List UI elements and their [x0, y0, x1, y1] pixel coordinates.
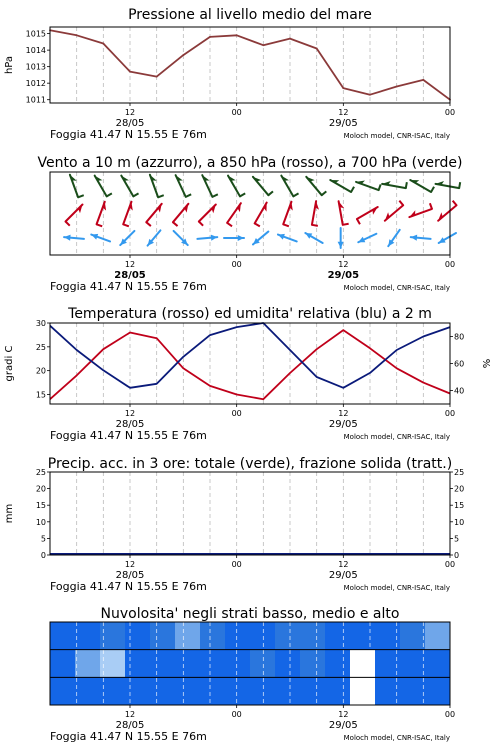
wind-barb	[430, 203, 432, 209]
pressure-point	[156, 76, 158, 78]
cloud-cell	[350, 622, 376, 650]
wind-shaft	[356, 182, 379, 190]
wind-marker	[70, 175, 84, 198]
temp-y-tick-label: 25	[35, 342, 46, 352]
pressure-point	[182, 54, 184, 56]
pressure-x-day-label: 28/05	[115, 118, 145, 129]
cloud-x-tick-label: 12	[338, 710, 349, 719]
pressure-plot-frame	[50, 27, 450, 103]
cloud-cell	[300, 650, 326, 678]
pressure-location: Foggia 41.47 N 15.55 E 76m	[50, 128, 207, 141]
wind-marker	[173, 204, 188, 226]
wind-marker	[409, 203, 432, 217]
wind-marker	[227, 203, 241, 226]
cloud-cell	[175, 677, 201, 705]
wind-marker	[148, 230, 161, 245]
cloud-cell	[125, 650, 151, 678]
pressure-y-tick-label: 1015	[25, 29, 46, 39]
cloud-cell	[225, 650, 251, 678]
wind-marker	[146, 204, 161, 226]
cloud-cell	[325, 650, 351, 678]
temp-y-tick-label: 15	[35, 390, 46, 400]
cloud-cell	[275, 677, 301, 705]
wind-barb	[268, 191, 273, 195]
pressure-panel	[4, 7, 455, 141]
temp-location: Foggia 41.47 N 15.55 E 76m	[50, 429, 207, 442]
cloud-cell	[175, 622, 201, 650]
temp-y-tick-label: 30	[35, 319, 46, 328]
wind-barb	[312, 225, 318, 226]
wind-barb	[199, 221, 203, 225]
cloud-cell	[225, 622, 251, 650]
wind-marker	[356, 181, 381, 191]
wind-barb	[107, 193, 112, 196]
wind-marker	[197, 235, 217, 241]
wind-marker	[385, 201, 403, 221]
cloud-panel	[50, 606, 455, 743]
wind-title: Vento a 10 m (azzurro), a 850 hPa (rosso), a 700 hPa (verde)	[37, 155, 463, 171]
cloud-cell	[100, 650, 126, 678]
temp-x-day-label: 28/05	[115, 419, 145, 430]
wind-shaft	[97, 202, 105, 225]
cloud-cell	[325, 622, 351, 650]
pressure-point	[102, 43, 104, 45]
wind-credit: Moloch model, CNR-ISAC, Italy	[343, 284, 450, 292]
cloud-cell	[200, 677, 226, 705]
wind-shaft	[330, 180, 351, 192]
wind-panel	[37, 155, 462, 293]
wind-barb	[453, 201, 457, 206]
pressure-credit: Moloch model, CNR-ISAC, Italy	[343, 132, 450, 140]
temp-x-tick-label: 12	[124, 409, 136, 418]
temp-x-tick-label: 12	[338, 409, 349, 418]
precip-x-tick-label: 12	[338, 560, 349, 569]
wind-barb	[173, 222, 178, 226]
cloud-cell	[50, 677, 76, 705]
wind-barb	[255, 223, 260, 226]
wind-x-tick-label: 00	[231, 260, 242, 269]
wind-marker	[278, 234, 297, 242]
cloud-cell	[200, 650, 226, 678]
wind-marker	[66, 205, 83, 226]
precip-y-tick-label-right: 0	[454, 551, 460, 560]
precip-y-tick-label-right: 20	[454, 484, 465, 494]
cloud-cell	[325, 677, 351, 705]
precip-x-tick-label: 00	[231, 560, 242, 569]
cloud-x-day-label: 28/05	[115, 720, 145, 731]
precip-title: Precip. acc. in 3 ore: totale (verde), frazione solida (tratt.)	[47, 456, 453, 472]
wind-shaft	[253, 177, 268, 195]
wind-barb	[431, 187, 434, 192]
wind-marker	[202, 175, 218, 197]
cloud-cell	[100, 622, 126, 650]
cloud-cell	[200, 622, 226, 650]
pressure-ylabel: hPa	[4, 55, 15, 75]
precip-location: Foggia 41.47 N 15.55 E 76m	[50, 580, 207, 593]
temp-panel	[4, 306, 493, 442]
wind-marker	[176, 175, 192, 197]
precip-y-tick-label: 20	[35, 484, 46, 494]
wind-location: Foggia 41.47 N 15.55 E 76m	[50, 280, 207, 293]
wind-barb	[78, 195, 84, 197]
cloud-cell	[425, 677, 451, 705]
temp-y-tick-label: 20	[35, 366, 46, 376]
pressure-x-day-label: 29/05	[328, 118, 358, 129]
cloud-cell	[275, 622, 301, 650]
wind-shaft	[95, 176, 107, 197]
precip-y-tick-label-right: 15	[454, 501, 465, 511]
wind-arrowhead	[91, 234, 98, 240]
wind-barb	[146, 222, 151, 226]
wind-marker	[150, 175, 164, 198]
wind-marker	[64, 235, 84, 241]
pressure-point	[236, 34, 238, 36]
cloud-cell	[50, 622, 76, 650]
wind-barb	[97, 224, 103, 226]
wind-barb	[158, 195, 164, 197]
temp-x-tick-label: 00	[231, 409, 242, 418]
cloud-cell	[250, 650, 276, 678]
pressure-x-tick-label: 00	[444, 108, 456, 117]
wind-marker	[436, 181, 461, 188]
wind-barb	[283, 224, 289, 226]
wind-barb	[212, 194, 217, 197]
wind-marker	[120, 231, 134, 245]
wind-marker	[91, 234, 110, 242]
cloud-cell	[300, 677, 326, 705]
pressure-point	[209, 36, 211, 38]
precip-credit: Moloch model, CNR-ISAC, Italy	[343, 584, 450, 592]
wind-shaft	[255, 203, 267, 224]
pressure-line	[50, 30, 450, 99]
wind-marker	[253, 232, 268, 245]
cloud-cell	[425, 650, 451, 678]
wind-x-day-label: 28/05	[114, 270, 146, 281]
cloud-x-day-label: 29/05	[328, 720, 358, 731]
precip-ylabel: mm	[4, 503, 15, 524]
wind-barb	[240, 193, 245, 196]
wind-marker	[411, 235, 431, 241]
cloud-cell	[350, 650, 376, 678]
pressure-x-tick-label: 12	[338, 108, 349, 117]
wind-arrowhead	[64, 235, 71, 241]
cloud-cell	[75, 650, 101, 678]
pressure-point	[316, 48, 318, 50]
wind-marker	[439, 233, 456, 243]
wind-barb	[459, 182, 460, 188]
cloud-x-tick-label: 00	[444, 710, 456, 719]
wind-marker	[357, 207, 378, 224]
wind-arrowhead	[411, 235, 418, 241]
cloud-cell	[300, 622, 326, 650]
precip-y-tick-label: 0	[40, 551, 46, 560]
wind-barb	[227, 223, 232, 226]
wind-barb	[406, 182, 407, 188]
wind-marker	[199, 205, 216, 226]
wind-barb	[357, 219, 360, 224]
precip-plot-frame	[50, 472, 450, 555]
cloud-cell	[150, 650, 176, 678]
wind-marker	[330, 180, 354, 192]
cloud-cell	[400, 650, 426, 678]
cloud-credit: Moloch model, CNR-ISAC, Italy	[343, 734, 450, 742]
temp-title: Temperatura (rosso) ed umidita' relativa (blu) a 2 m	[68, 306, 432, 322]
wind-barb	[293, 193, 298, 196]
pressure-y-tick-label: 1011	[25, 95, 46, 105]
wind-barb	[133, 193, 138, 196]
pressure-point	[396, 86, 398, 88]
wind-barb	[123, 224, 129, 226]
wind-marker	[312, 201, 319, 226]
cloud-cell	[250, 677, 276, 705]
wind-barb	[66, 221, 70, 225]
cloud-cell	[250, 622, 276, 650]
cloud-cell	[125, 677, 151, 705]
precip-y-tick-label-right: 10	[454, 517, 465, 527]
temp-series-humidity	[50, 323, 450, 388]
precip-x-day-label: 29/05	[328, 570, 358, 581]
wind-marker	[123, 202, 133, 227]
cloud-cell	[400, 677, 426, 705]
precip-x-day-label: 28/05	[115, 570, 145, 581]
temp-series-temperature	[50, 330, 450, 399]
pressure-point	[342, 87, 344, 89]
wind-barb	[351, 187, 354, 192]
cloud-location: Foggia 41.47 N 15.55 E 76m	[50, 730, 207, 743]
cloud-cell	[75, 677, 101, 705]
cloud-title: Nuvolosita' negli strati basso, medio e alto	[100, 606, 400, 622]
wind-shaft	[410, 180, 431, 192]
cloud-cell	[400, 622, 426, 650]
precip-panel	[4, 456, 464, 593]
precip-x-tick-label: 12	[124, 560, 136, 569]
pressure-y-tick-label: 1012	[25, 79, 46, 89]
precip-y-tick-label-right: 5	[454, 534, 460, 544]
wind-marker	[255, 203, 267, 227]
wind-marker	[224, 235, 244, 241]
wind-x-tick-label: 00	[444, 260, 456, 269]
wind-marker	[305, 233, 322, 243]
wind-marker	[410, 180, 434, 192]
temp-y-tick-label-right: 60	[454, 359, 465, 369]
pressure-point	[289, 38, 291, 40]
precip-y-tick-label: 10	[35, 517, 46, 527]
wind-shaft	[228, 176, 240, 197]
wind-shaft	[202, 175, 212, 197]
temp-y-tick-label-right: 80	[454, 332, 465, 342]
pressure-title: Pressione al livello medio del mare	[128, 7, 372, 23]
cloud-cell	[275, 650, 301, 678]
wind-marker	[438, 201, 456, 221]
cloud-x-tick-label: 12	[124, 710, 136, 719]
pressure-x-tick-label: 12	[124, 108, 136, 117]
wind-shaft	[146, 204, 161, 222]
wind-barb	[322, 191, 327, 195]
temp-ylabel-right: %	[482, 358, 493, 369]
cloud-cell	[150, 622, 176, 650]
cloud-cell	[425, 622, 451, 650]
cloud-x-tick-label: 00	[231, 710, 242, 719]
wind-barb	[379, 184, 381, 190]
pressure-x-tick-label: 00	[231, 108, 242, 117]
wind-marker	[358, 234, 376, 243]
cloud-cell	[175, 650, 201, 678]
temp-ylabel: gradi C	[4, 345, 15, 382]
cloud-cell	[75, 622, 101, 650]
wind-arrowhead	[211, 235, 218, 241]
wind-marker	[338, 228, 344, 248]
pressure-point	[369, 94, 371, 96]
cloud-cell	[150, 677, 176, 705]
precip-y-tick-label-right: 25	[454, 468, 465, 477]
wind-marker	[283, 202, 293, 227]
cloud-cell	[225, 677, 251, 705]
precip-x-tick-label: 00	[444, 560, 456, 569]
temp-x-tick-label: 00	[444, 409, 456, 418]
wind-arrowhead	[238, 235, 244, 241]
wind-marker	[388, 230, 399, 246]
wind-barb	[186, 194, 191, 197]
wind-barb	[399, 201, 403, 206]
precip-y-tick-label: 15	[35, 501, 46, 511]
temp-x-day-label: 29/05	[328, 419, 358, 430]
wind-barb	[343, 224, 349, 225]
pressure-point	[262, 44, 264, 46]
cloud-cell	[350, 677, 376, 705]
cloud-cell	[100, 677, 126, 705]
wind-shaft	[438, 205, 456, 220]
temp-credit: Moloch model, CNR-ISAC, Italy	[343, 433, 450, 441]
precip-y-tick-label: 25	[35, 468, 46, 477]
wind-arrowhead	[338, 242, 344, 248]
cloud-cell	[50, 650, 76, 678]
panels	[4, 7, 493, 743]
wind-x-tick-label: 12	[124, 260, 136, 269]
wind-x-tick-label: 12	[338, 260, 349, 269]
wind-marker	[382, 181, 407, 188]
pressure-point	[129, 71, 131, 73]
pressure-point	[422, 79, 424, 81]
temp-y-tick-label-right: 40	[454, 386, 465, 396]
cloud-cell	[125, 622, 151, 650]
wind-marker	[97, 202, 107, 227]
pressure-point	[76, 34, 78, 36]
wind-marker	[174, 231, 188, 245]
precip-y-tick-label: 5	[40, 534, 46, 544]
pressure-y-tick-label: 1013	[25, 62, 46, 72]
wind-x-day-label: 29/05	[327, 270, 360, 281]
pressure-y-tick-label: 1014	[25, 46, 46, 56]
